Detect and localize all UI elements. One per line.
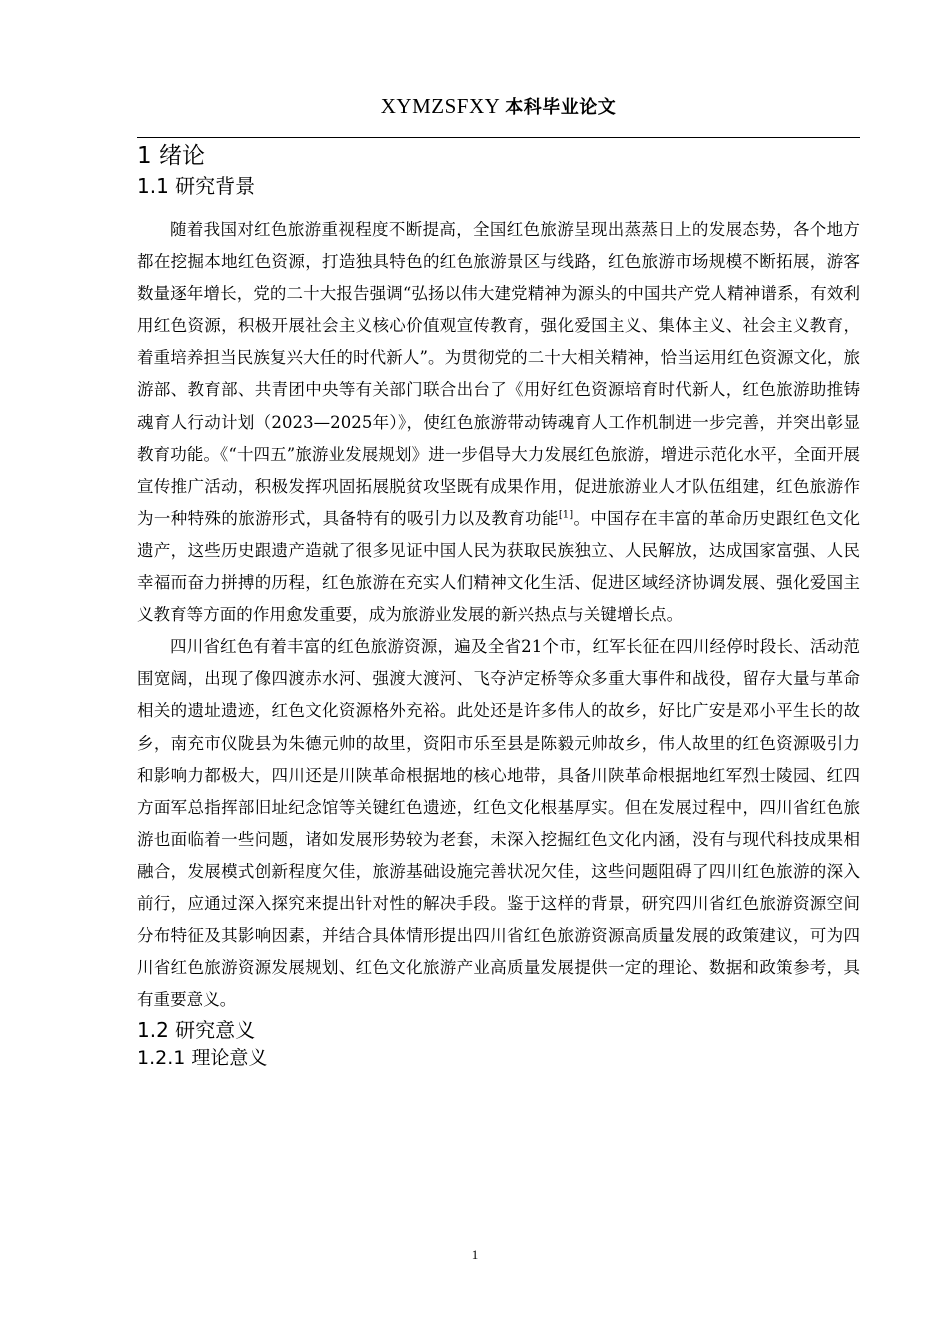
citation-1: [1] bbox=[558, 509, 574, 521]
header-rule bbox=[137, 137, 860, 138]
section-title-significance: 1.2 研究意义 bbox=[137, 1018, 256, 1043]
body-paragraph-1 bbox=[137, 214, 860, 631]
running-header bbox=[137, 92, 860, 122]
chapter-title: 1 绪论 bbox=[137, 143, 205, 169]
running-header-chinese: 本科毕业论文 bbox=[505, 97, 617, 118]
page-content bbox=[137, 140, 860, 1072]
page-number: 1 bbox=[471, 1247, 479, 1262]
running-header-latin: XYMZSFXY bbox=[380, 94, 506, 118]
body-paragraph-2: 四川省红色有着丰富的红色旅游资源，遍及全省21个市，红军长征在四川经停时段长、活动范围宽阔，出现了像四渡赤水河、强渡大渡河、飞夺泸定桥等众多重大事件和战役，留存大量与革命相关的遗址遗迹，红色文化资源格外充裕。此处还是许多伟人的故乡，好比广安是邓小平生长的故乡，南充市仪陇县为朱德元帅的故里，资阳市乐至县是陈毅元帅故乡，伟人故里的红色资源吸引力和影响力都极大，四川还是川陕革命根据地的核心地带，具备川陕革命根据地红军烈士陵园、红四方面军总指挥部旧址纪念馆等关键红色遗迹，红色文化根基厚实。但在发展过程中，四川省红色旅游也面临着一些问题，诸如发展形势较为老套，未深入挖掘红色文化内涵，没有与现代科技成果相融合，发展模式创新程度欠佳，旅游基础设施完善状况欠佳，这些问题阻碍了四川红色旅游的深入前行，应通过深入探究来提出针对性的解决手段。鉴于这样的背景，研究四川省红色旅游资源空间分布特征及其影响因素，并结合具体情形提出四川省红色旅游资源高质量发展的政策建议，可为四川省红色旅游资源发展规划、红色文化旅游产业高质量发展提供一定的理论、数据和政策参考，具有重要意义。 bbox=[137, 637, 860, 1010]
paragraph-1-text-a: 随着我国对红色旅游重视程度不断提高，全国红色旅游呈现出蒸蒸日上的发展态势，各个地方都在挖掘本地红色资源，打造独具特色的红色旅游景区与线路，红色旅游市场规模不断拓展，游客数量逐年增长，党的二十大报告强调“弘扬以伟大建党精神为源头的中国共产党人精神谱系，有效利用红色资源，积极开展社会主义核心价值观宣传教育，强化爱国主义、集体主义、社会主义教育，着重培养担当民族复兴大任的时代新人”。为贯彻党的二十大相关精神，恰当运用红色资源文化，旅游部、教育部、共青团中央等有关部门联合出台了《用好红色资源培育时代新人，红色旅游助推铸魂育人行动计划（2023—2025年）》，使红色旅游带动铸魂育人工作机制进一步完善，并突出彰显教育功能。《“十四五”旅游业发展规划》进一步倡导大力发展红色旅游，增进示范化水平，全面开展宣传推广活动，积极发挥巩固拓展脱贫攻坚既有成果作用，促进旅游业人才队伍组建，红色旅游作为一种特殊的旅游形式，具备特有的吸引力以及教育功能 bbox=[137, 220, 860, 528]
subsection-title-theory: 1.2.1 理论意义 bbox=[137, 1047, 268, 1070]
paragraph-1-text-b: 。中国存在丰富的革命历史跟红色文化遗产，这些历史跟遗产造就了很多见证中国人民为获取民族独立、人民解放，达成国家富强、人民幸福而奋力拼搏的历程，红色旅游在充实人们精神文化生活、促进区域经济协调发展、强化爱国主义教育等方面的作用愈发重要，成为旅游业发展的新兴热点与关键增长点。 bbox=[137, 508, 860, 625]
section-title-background: 1.1 研究背景 bbox=[137, 174, 256, 198]
